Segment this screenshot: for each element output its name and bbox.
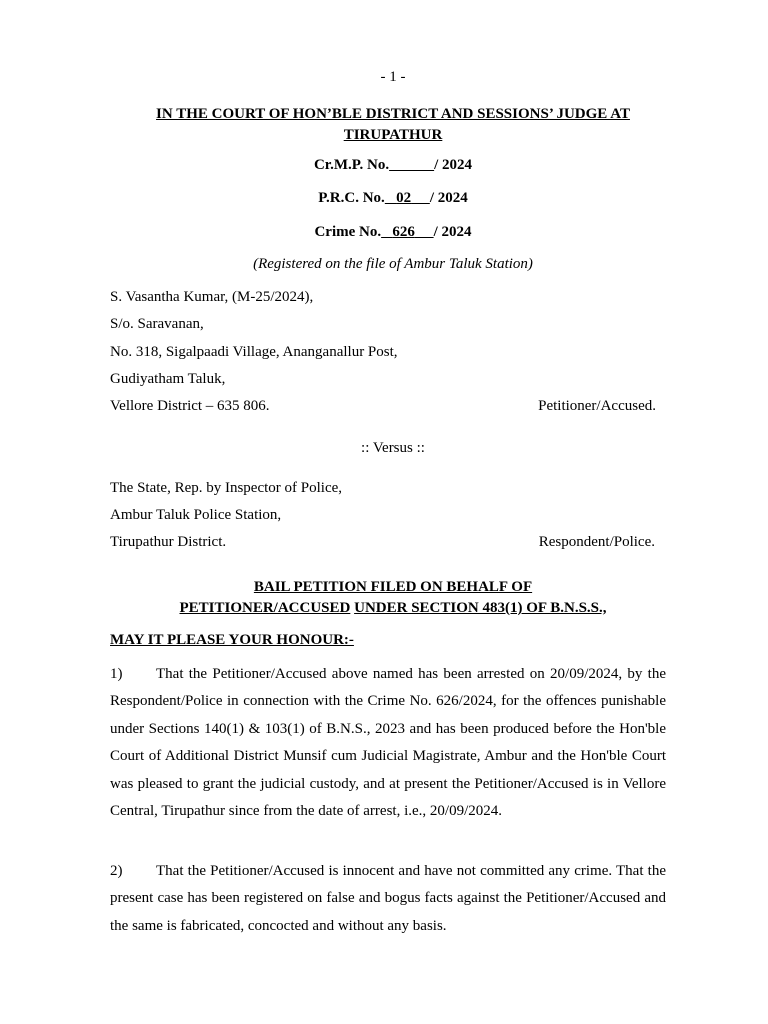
petitioner-address-district: Vellore District – 635 806.: [110, 398, 270, 414]
petitioner-line: No. 318, Sigalpaadi Village, Ananganallur Post,: [110, 344, 398, 360]
petition-heading-party: PETITIONER/ACCUSED: [179, 600, 351, 616]
respondent-line: Ambur Taluk Police Station,: [110, 507, 282, 523]
paragraph-number: 2): [110, 863, 123, 879]
prc-year: / 2024: [429, 190, 468, 206]
crmp-blank: [389, 157, 434, 174]
respondent-line: The State, Rep. by Inspector of Police,: [110, 480, 343, 496]
respondent-district: Tirupathur District.: [110, 534, 227, 550]
paragraph-text: That the Petitioner/Accused is innocent and have not committed any crime. That the present case has been registered on false and bogus facts against the Petitioner/Accused and the same is fabricated, concocted and without any basis.: [110, 863, 666, 934]
document-page: [110, 0, 666, 1024]
court-title: IN THE COURT OF HON’BLE DISTRICT AND SESSIONS’ JUDGE AT TIRUPATHUR: [156, 106, 630, 143]
prc-label: P.R.C. No.: [318, 190, 385, 206]
respondent-role: Respondent/Police.: [538, 534, 655, 550]
crmp-label: Cr.M.P. No.: [313, 157, 390, 173]
crmp-year: / 2024: [434, 157, 473, 173]
paragraph-number: 1): [110, 666, 123, 682]
petition-heading: [110, 577, 676, 619]
crmp-number-line: [110, 157, 676, 174]
petition-heading-line1: BAIL PETITION FILED ON BEHALF OF: [253, 579, 533, 595]
respondent-line-last: [110, 534, 666, 554]
crime-number-line: [110, 224, 676, 241]
petition-heading-section: UNDER SECTION 483(1) OF B.N.S.S.,: [354, 600, 607, 616]
versus-separator: :: Versus ::: [361, 440, 425, 456]
page-number: - 1 -: [380, 69, 406, 85]
crime-year: / 2024: [433, 224, 472, 240]
salutation: MAY IT PLEASE YOUR HONOUR:-: [110, 632, 354, 648]
registered-note: (Registered on the file of Ambur Taluk Station): [253, 256, 533, 272]
prc-number: 02: [396, 190, 412, 206]
crime-number: 626: [392, 224, 415, 240]
petitioner-line: Gudiyatham Taluk,: [110, 371, 226, 387]
paragraph-text: That the Petitioner/Accused above named has been arrested on 20/09/2024, by the Respondent/Police in connection with the Crime No. 626/2024, for the offences punishable under Sections 140(1) & 103(1) of B.N.S., 2023 and has been produced before the Hon'ble Court of Additional District Munsif cum Judicial Magistrate, Ambur and the Hon'ble Court was pleased to grant the judicial custody, and at present the Petitioner/Accused is in Vellore Central, Tirupathur since from the date of arrest, i.e., 20/09/2024.: [110, 666, 666, 820]
petitioner-line: S. Vasantha Kumar, (M-25/2024),: [110, 289, 314, 305]
petitioner-line: S/o. Saravanan,: [110, 316, 204, 332]
prc-number-line: [110, 190, 676, 207]
crime-label: Crime No.: [314, 224, 382, 240]
petitioner-line-last: [110, 398, 666, 418]
paragraph-2: [110, 858, 666, 940]
petitioner-role: Petitioner/Accused.: [538, 398, 656, 414]
paragraph-1: [110, 661, 666, 825]
